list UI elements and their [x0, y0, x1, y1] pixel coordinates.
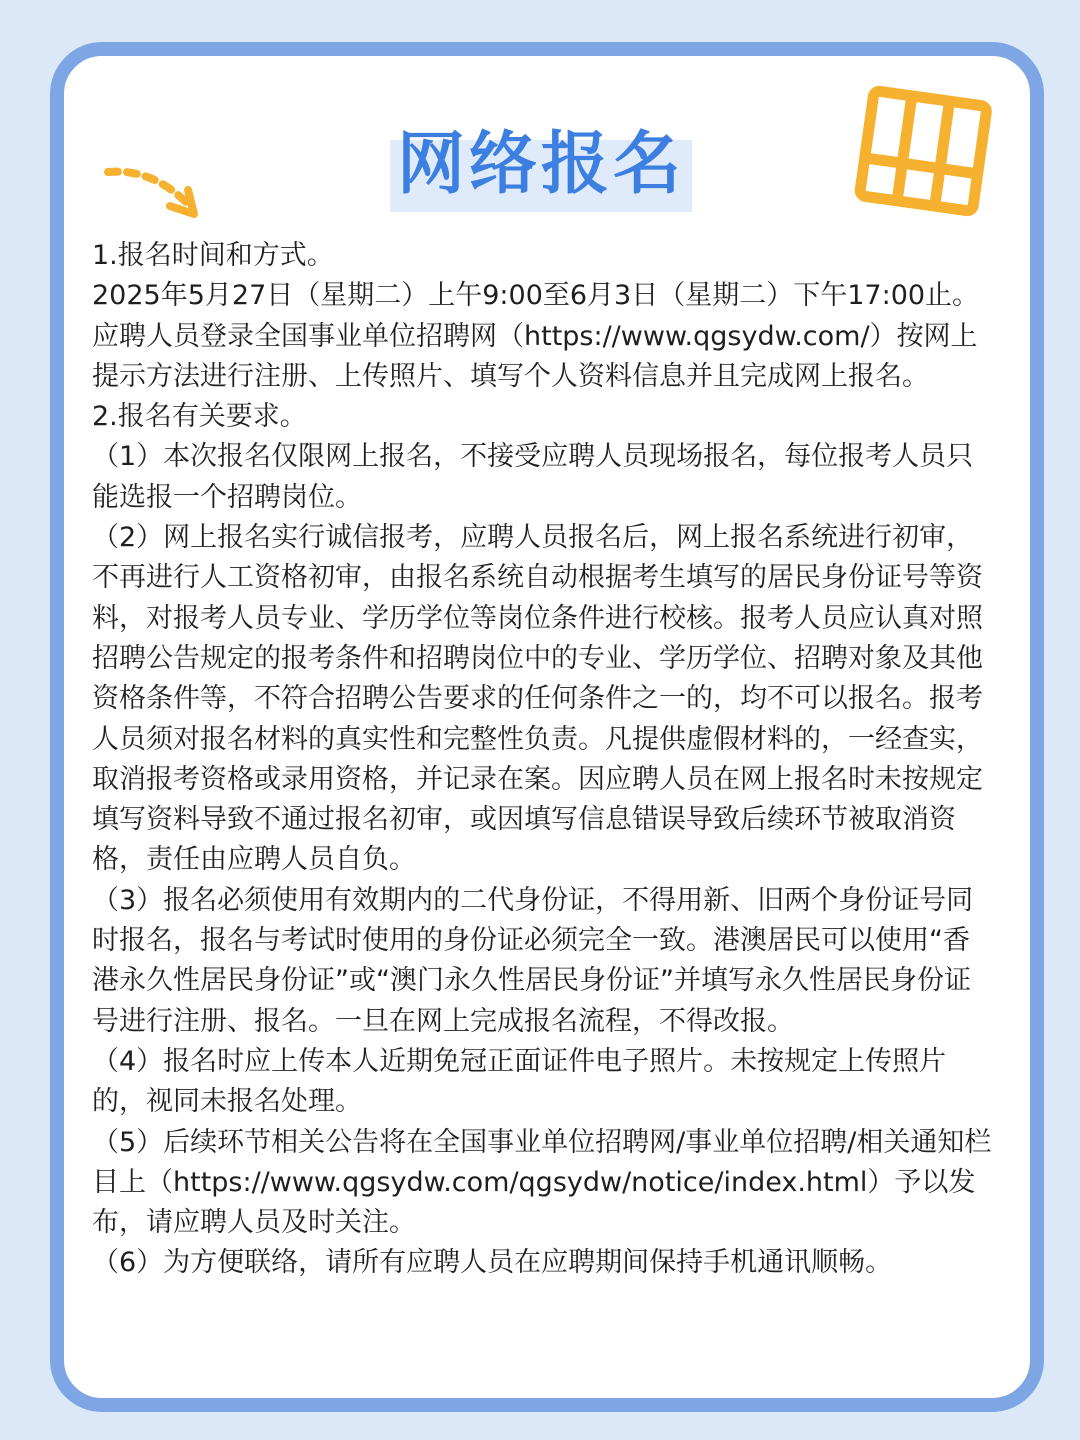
page-title: 网络报名 — [396, 125, 685, 204]
section-body: 2025年5月27日（星期二）上午9:00至6月3日（星期二）下午17:00止。应聘人员登录全国事业单位招聘网（https://www.qgsydw.com/）按网上提示方法进行注册、上传照片、填写个人资料信息并且完成网上报名。 — [92, 280, 980, 392]
requirement-item: （4）报名时应上传本人近期免冠正面证件电子照片。未按规定上传照片的，视同未报名处理。 — [92, 1045, 947, 1118]
requirement-item: （2）网上报名实行诚信报考，应聘人员报名后，网上报名系统进行初审，不再进行人工资格初审，由报名系统自动根据考生填写的居民身份证号等资料，对报考人员专业、学历学位等岗位条件进行校核。报考人员应认真对照招聘公告规定的报考条件和招聘岗位中的专业、学历学位、招聘对象及其他资格条件等，不符合招聘公告要求的任何条件之一的，均不可以报名。报考人员须对报名材料的真实性和完整性负责。凡提供虚假材料的，一经查实，取消报考资格或录用资格，并记录在案。因应聘人员在网上报名时未按规定填写资料导致不通过报名初审，或因填写信息错误导致后续环节被取消资格，责任由应聘人员自负。 — [92, 522, 983, 876]
requirement-item: （6）为方便联络，请所有应聘人员在应聘期间保持手机通讯顺畅。 — [92, 1247, 893, 1279]
section-heading: 1.报名时间和方式。 — [92, 240, 334, 271]
requirement-item: （3）报名必须使用有效期内的二代身份证，不得用新、旧两个身份证号同时报名，报名与考试时使用的身份证必须完全一致。港澳居民可以使用“香港永久性居民身份证”或“澳门永久性居民身份证”并填写永久性居民身份证号进行注册、报名。一旦在网上完成报名流程，不得改报。 — [92, 884, 974, 1037]
arrow-icon — [100, 158, 210, 224]
registration-content — [92, 236, 992, 1284]
section-heading: 2.报名有关要求。 — [92, 401, 307, 433]
grid-icon — [852, 84, 994, 222]
page-title-block — [390, 122, 692, 214]
requirement-item: （1）本次报名仅限网上报名，不接受应聘人员现场报名，每位报考人员只能选报一个招聘岗位。 — [92, 441, 974, 513]
requirement-item: （5）后续环节相关公告将在全国事业单位招聘网/事业单位招聘/相关通知栏目上（https://www.qgsydw.com/qgsydw/notice/index.html）予以发布，请应聘人员及时关注。 — [92, 1126, 992, 1239]
